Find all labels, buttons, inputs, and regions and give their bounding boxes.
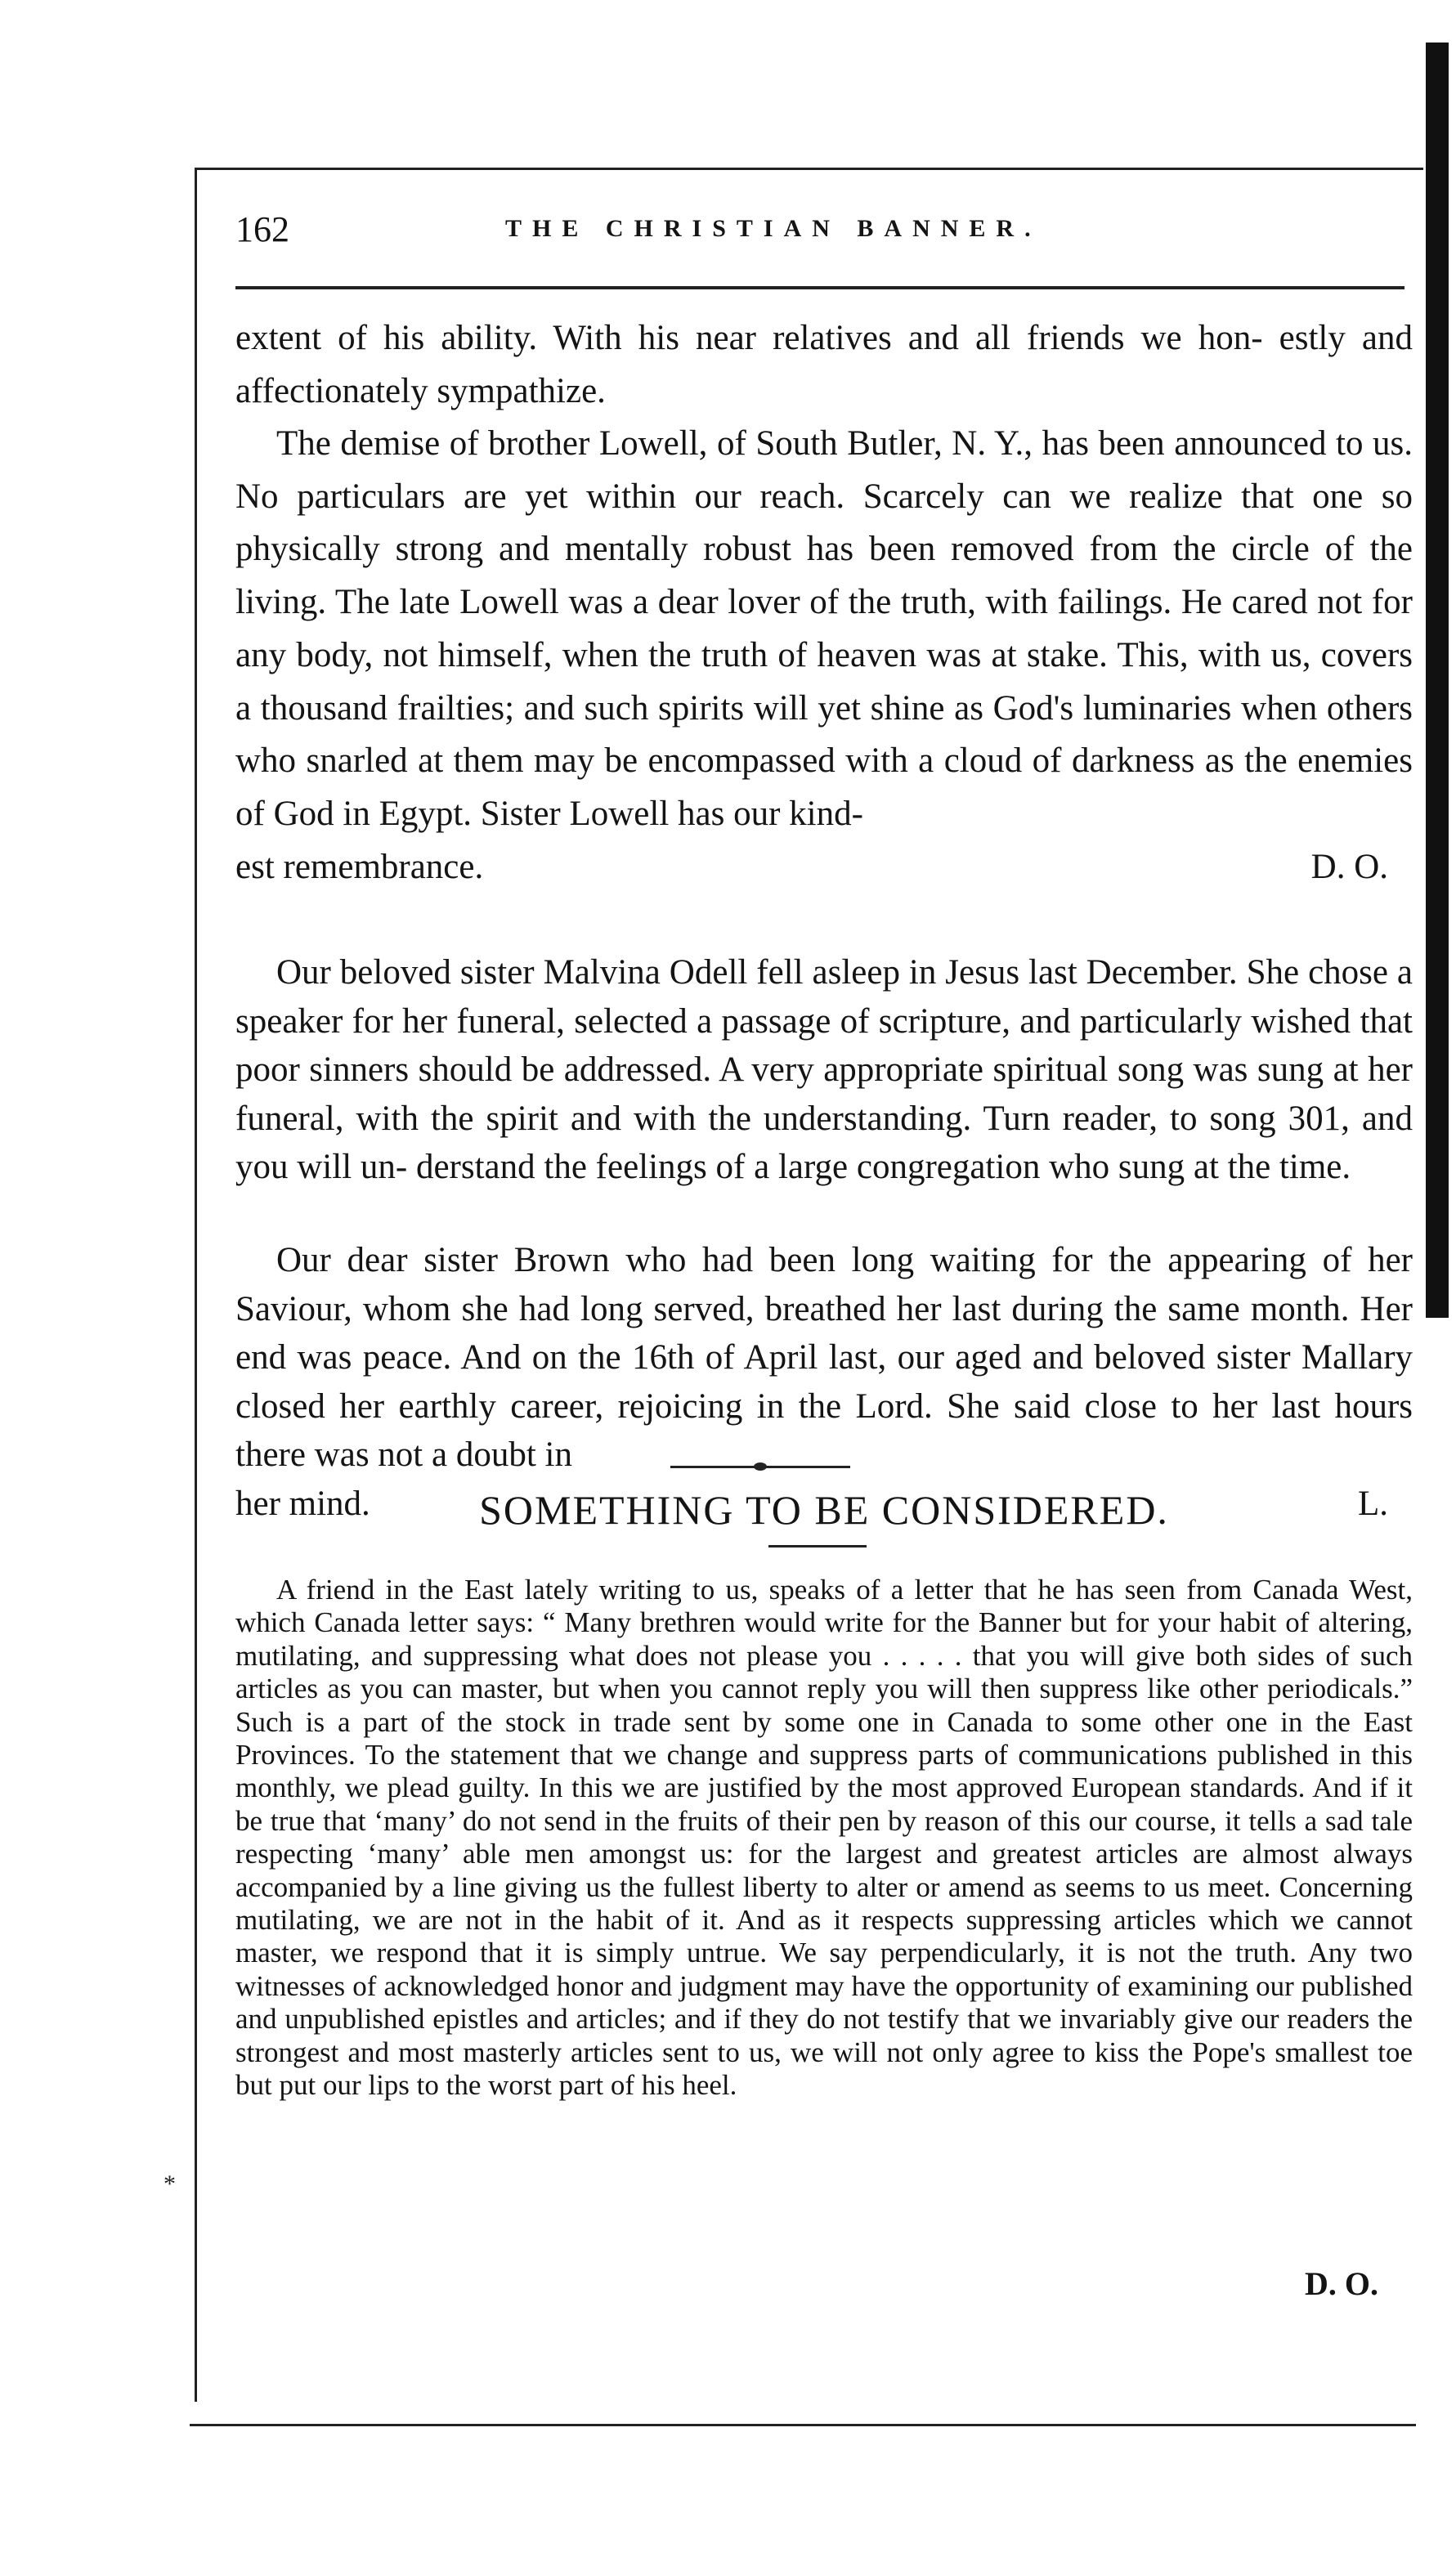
text-line: est remembrance. [235, 847, 484, 886]
text-line: darkness as the enemies of God in Egypt. Sister Lowell has our kind- [235, 741, 1413, 833]
page-spine-edge [1426, 43, 1449, 1318]
notice-lowell [235, 418, 1413, 894]
text-line: Our beloved sister Malvina Odell fell asleep in Jesus last December. [276, 953, 1238, 992]
signature-line [235, 841, 1413, 894]
article-title: SOMETHING TO BE CONSIDERED. [479, 1487, 1169, 1533]
text-line: particularly wished that poor sinners should be addressed. A very [235, 1001, 1413, 1089]
text-line: been removed from the circle of the living. The late Lowell was a [235, 530, 1413, 622]
text-line: himself, when the truth of heaven was at stake. This, with us, covers [437, 635, 1413, 674]
article-signature: D. O. [1305, 2265, 1378, 2302]
text-line: our aged and beloved sister Mallary closed her earthly career, rejoicing [235, 1338, 1413, 1426]
notice-odell [235, 948, 1413, 1192]
paragraph [235, 1236, 1413, 1480]
text-line: when others who snarled at them may be encompassed with a cloud of [235, 688, 1413, 781]
text-line: the same month. Her end was peace. And on the 16th of April last, [235, 1289, 1413, 1377]
section-ornament [670, 1462, 850, 1471]
text-line: in the Lord. She said close to her last hours there was not a doubt in [235, 1386, 1413, 1474]
text-line: a thousand frailties; and such spirits will yet shine as God's luminaries [235, 688, 1232, 728]
text-line: appropriate spiritual song was sung at her funeral, with the spirit and [235, 1050, 1413, 1138]
notice-continued [235, 312, 1413, 418]
signature: D. O. [1310, 847, 1388, 886]
text-line: with the understanding. Turn reader, to song 301, and you will un- [235, 1099, 1413, 1186]
margin-mark: * [164, 2170, 176, 2197]
signature: L. [1357, 1484, 1388, 1523]
page-header [235, 208, 1404, 258]
paragraph [235, 418, 1413, 841]
text-line: dear lover of the truth, with failings. He cared not for any body, not [235, 583, 1413, 674]
bottom-rule [190, 2424, 1416, 2426]
text-line: She chose a speaker for her funeral, selected a passage of scripture, and [235, 953, 1413, 1041]
text-line: Our dear sister Brown who had been long waiting for the appearing [276, 1241, 1306, 1279]
running-title: THE CHRISTIAN BANNER. [505, 215, 1042, 242]
title-rule [768, 1545, 867, 1547]
text-line: can we realize that one so physically strong and mentally robust has [235, 477, 1413, 569]
paragraph [235, 312, 1413, 418]
text-line: derstand the feelings of a large congregation who sung at the time. [415, 1148, 1351, 1186]
article-body [235, 1574, 1413, 2103]
paragraph [235, 948, 1413, 1192]
notice-brown-mallary [235, 1236, 1413, 1528]
text-line: her mind. [235, 1484, 370, 1523]
text-line: estly and affectionately sympathize. [235, 319, 1413, 410]
header-rule [235, 286, 1404, 289]
page-number: 162 [235, 209, 289, 249]
article-paragraph: A friend in the East lately writing to us, speaks of a letter that he has seen from Canada West, which Canada letter says: “ Many brethren would write for the Banner but for your habit of altering, mutilating, and suppressing what does not please you . . . . . that you will give both sides of such articles as you can master, but when you cannot reply you will then suppress like other periodicals.” Such is a part of the stock in trade sent by some one in Canada to some other one in the East Provinces. To the statement that we change and suppress parts of communications published in this monthly, we plead guilty. In this we are justified by the most approved European standards. And if it be true that ‘many’ do not send in the fruits of their pen by reason of this our course, it tells a sad tale respecting ‘many’ able men amongst us: for the largest and greatest articles are almost always accompanied by a line giving us the fullest liberty to alter or amend as seems to us meet. Concerning mutilating, we are not in the habit of it. And as it respects suppressing articles which we cannot master, we respond that it is simply untrue. We say perpendicularly, it is not the truth. Any two witnesses of acknowledged honor and judgment may have the opportunity of examining our published and unpublished epistles and articles; and if they do not testify that we invariably give our readers the strongest and most masterly articles sent to us, we will not only agree to kiss the Pope's smallest toe but put our lips to the worst part of his heel. [235, 1574, 1413, 2102]
text-line: The demise of brother Lowell, of South Butler, N. Y., has been [276, 424, 1165, 463]
text-line: of her Saviour, whom she had long served, breathed her last during [235, 1241, 1413, 1328]
text-line: announced to us. No particulars are yet within our reach. Scarcely [235, 424, 1413, 516]
text-line: extent of his ability. With his near relatives and all friends we hon- [235, 319, 1263, 357]
